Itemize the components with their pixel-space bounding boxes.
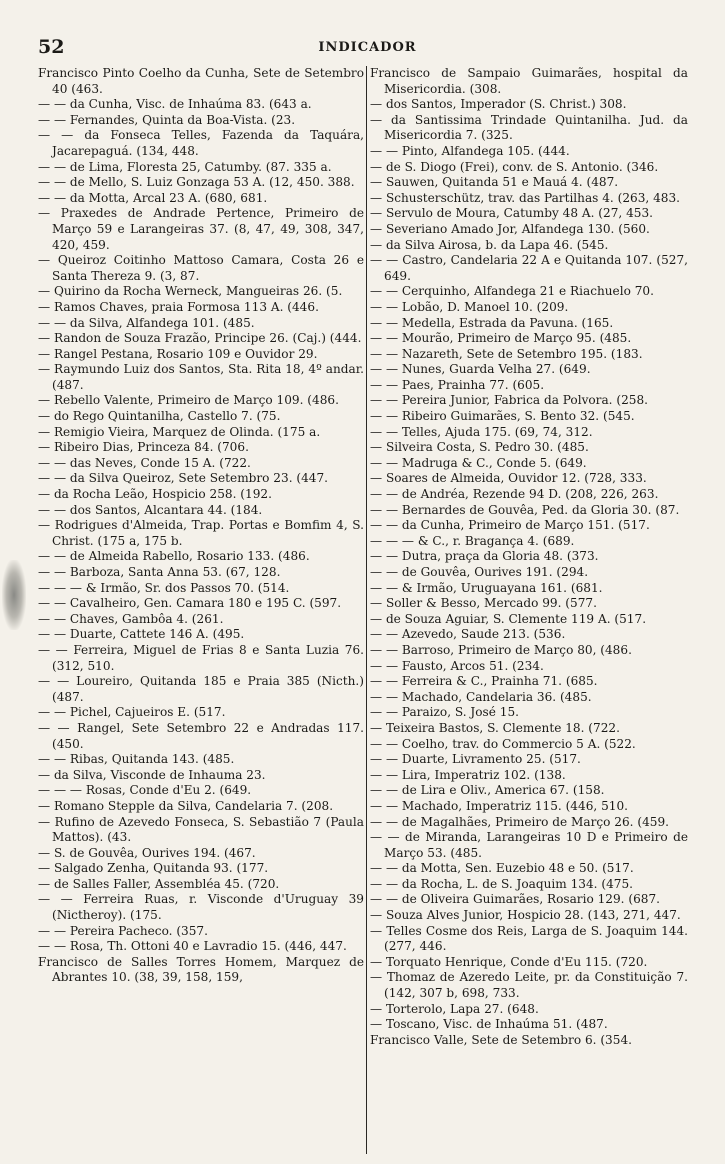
directory-entry: — — Coelho, trav. do Commercio 5 A. (522. [370, 736, 636, 751]
page-header [36, 36, 699, 62]
directory-entry: — — Bernardes de Gouvêa, Ped. da Gloria 30. (87. [370, 502, 680, 517]
directory-entry: Francisco Valle, Sete de Setembro 6. (354. [370, 1032, 632, 1047]
page-stain-mark [2, 560, 26, 630]
directory-entry: — Praxedes de Andrade Pertence, Primeiro de Março 59 e Larangeiras 37. (8, 47, 49, 308, 347, 420, 459. [38, 206, 364, 252]
directory-entry: — — Mourão, Primeiro de Março 95. (485. [370, 331, 632, 346]
directory-entry: — — Paes, Prainha 77. (605. [370, 377, 545, 392]
directory-entry: — — de Miranda, Larangeiras 10 D e Primeiro de Março 53. (485. [370, 830, 688, 860]
directory-entry: — — da Silva, Alfandega 101. (485. [38, 315, 255, 330]
directory-entry: — de Souza Aguiar, S. Clemente 119 A. (517. [370, 611, 647, 626]
directory-entry: — Torterolo, Lapa 27. (648. [370, 1001, 539, 1016]
directory-entry: — Rufino de Azevedo Fonseca, S. Sebastião 7 (Paula Mattos). (43. [38, 814, 364, 845]
directory-entry: — Queiroz Coitinho Mattoso Camara, Costa 26 e Santa Thereza 9. (3, 87. [38, 253, 364, 283]
directory-entry: — — Cavalheiro, Gen. Camara 180 e 195 C. (597. [38, 596, 342, 611]
directory-entry: — — Fausto, Arcos 51. (234. [370, 658, 544, 673]
directory-entry: — — de Almeida Rabello, Rosario 133. (486. [38, 549, 310, 564]
directory-entry: — da Silva, Visconde de Inhauma 23. [38, 767, 266, 782]
directory-entry: — — Pichel, Cajueiros E. (517. [38, 705, 226, 720]
directory-entry: — — Lira, Imperatriz 102. (138. [370, 767, 566, 782]
directory-entry: — Silveira Costa, S. Pedro 30. (485. [370, 440, 589, 455]
directory-entry: — — Duarte, Cattete 146 A. (495. [38, 627, 245, 642]
left-column [38, 66, 364, 1156]
directory-entry: — — da Fonseca Telles, Fazenda da Taquára, Jacarepaguá. (134, 448. [38, 128, 364, 158]
directory-entry: — Schusterschütz, trav. das Partilhas 4. (263, 483. [370, 190, 681, 205]
directory-entry: — — Ferreira, Miguel de Frias 8 e Santa Luzia 76. (312, 510. [38, 642, 364, 673]
directory-entry: — Randon de Souza Frazão, Principe 26. (Caj.) (444. [38, 331, 362, 346]
directory-entry: — — Duarte, Livramento 25. (517. [370, 752, 581, 767]
directory-entry: — — da Silva Queiroz, Sete Setembro 23. (447. [38, 471, 329, 486]
directory-entry: — — Madruga & C., Conde 5. (649. [370, 455, 587, 470]
directory-entry: — — de Gouvêa, Ourives 191. (294. [370, 565, 589, 579]
directory-entry: — — Barboza, Santa Anna 53. (67, 128. [38, 565, 281, 579]
column-divider [366, 66, 367, 1154]
directory-entry: — — da Cunha, Visc. de Inhaúma 83. (643 a. [38, 97, 312, 112]
directory-entry: — — Ribeiro Guimarães, S. Bento 32. (545. [370, 409, 635, 424]
directory-entry: — Torquato Henrique, Conde d'Eu 115. (720. [370, 954, 648, 969]
directory-entry: — Remigio Vieira, Marquez de Olinda. (175 a. [38, 424, 321, 439]
directory-entry: Francisco de Salles Torres Homem, Marquez de Abrantes 10. (38, 39, 158, 159, [38, 954, 364, 985]
directory-entry: — — da Motta, Arcal 23 A. (680, 681. [38, 190, 268, 205]
directory-entry: — — — & C., r. Bragança 4. (689. [370, 533, 575, 548]
directory-entry: — Rebello Valente, Primeiro de Março 109. (486. [38, 393, 339, 408]
directory-entry: Francisco de Sampaio Guimarães, hospital da Misericordia. (308. [370, 66, 688, 96]
directory-entry: — de S. Diogo (Frei), conv. de S. Antonio. (346. [370, 159, 659, 174]
directory-entry: — — Rangel, Sete Setembro 22 e Andradas 117. (450. [38, 720, 364, 751]
directory-entry: — — Telles, Ajuda 175. (69, 74, 312. [370, 424, 593, 439]
directory-entry: — — Ferreira Ruas, r. Visconde d'Uruguay 39 (Nictheroy). (175. [38, 892, 364, 923]
directory-entry: — da Rocha Leão, Hospicio 258. (192. [38, 487, 272, 502]
directory-entry: — Servulo de Moura, Catumby 48 A. (27, 453. [370, 206, 654, 221]
directory-entry: — — Ferreira & C., Prainha 71. (685. [370, 674, 598, 689]
directory-entry: — — de Magalhães, Primeiro de Março 26. (459. [370, 814, 670, 829]
directory-entry: — dos Santos, Imperador (S. Christ.) 308. [370, 97, 627, 112]
directory-entry: — — Chaves, Gambôa 4. (261. [38, 611, 224, 626]
directory-entry: — — Barroso, Primeiro de Março 80, (486. [370, 642, 632, 657]
directory-entry: — do Rego Quintanilha, Castello 7. (75. [38, 409, 281, 424]
directory-entry: — da Santissima Trindade Quintanilha. Jud. da Misericordia 7. (325. [370, 112, 688, 143]
directory-entry: — — & Irmão, Uruguayana 161. (681. [370, 580, 603, 595]
directory-entry: — Rodrigues d'Almeida, Trap. Portas e Bomfim 4, S. Christ. (175 a, 175 b. [38, 518, 364, 548]
directory-entry: — — Cerquinho, Alfandega 21 e Riachuelo 70. [370, 284, 654, 299]
directory-entry: — — de Oliveira Guimarães, Rosario 129. (687. [370, 892, 660, 907]
directory-entry: — — dos Santos, Alcantara 44. (184. [38, 502, 263, 517]
directory-entry: — Toscano, Visc. de Inhaúma 51. (487. [370, 1017, 608, 1032]
directory-entry: — — Loureiro, Quitanda 185 e Praia 385 (Nicth.) (487. [38, 674, 364, 704]
directory-entry: — Rangel Pestana, Rosario 109 e Ouvidor 29. [38, 346, 318, 361]
directory-entry: — Telles Cosme dos Reis, Larga de S. Joaquim 144. (277, 446. [370, 923, 688, 954]
directory-entry: — — de Mello, S. Luiz Gonzaga 53 A. (12, 450. 388. [38, 175, 355, 190]
directory-entry: — — Lobão, D. Manoel 10. (209. [370, 299, 569, 314]
directory-entry: — Ramos Chaves, praia Formosa 113 A. (446. [38, 299, 319, 314]
directory-entry: — Thomaz de Azeredo Leite, pr. da Constituição 7. (142, 307 b, 698, 733. [370, 970, 688, 1001]
directory-entry: — Soares de Almeida, Ouvidor 12. (728, 333. [370, 471, 647, 486]
directory-entry: — — de Andréa, Rezende 94 D. (208, 226, 263. [370, 487, 659, 502]
directory-entry: — — Machado, Imperatriz 115. (446, 510. [370, 798, 629, 813]
directory-entry: — — — & Irmão, Sr. dos Passos 70. (514. [38, 580, 290, 595]
directory-entry: — — Medella, Estrada da Pavuna. (165. [370, 315, 614, 330]
directory-entry: — Teixeira Bastos, S. Clemente 18. (722. [370, 720, 620, 735]
page-number: 52 [38, 36, 65, 58]
directory-entry: — Salgado Zenha, Quitanda 93. (177. [38, 861, 269, 876]
right-column [370, 66, 688, 1156]
directory-entry: — — — Rosas, Conde d'Eu 2. (649. [38, 783, 252, 798]
directory-entry: — S. de Gouvêa, Ourives 194. (467. [38, 845, 256, 860]
directory-entry: — Severiano Amado Jor, Alfandega 130. (560. [370, 221, 650, 236]
directory-entry: — — da Cunha, Primeiro de Março 151. (517. [370, 518, 650, 533]
running-title: INDICADOR [318, 40, 417, 55]
directory-entry: — — Dutra, praça da Gloria 48. (373. [370, 549, 599, 564]
directory-entry: — — Castro, Candelaria 22 A e Quitanda 107. (527, 649. [370, 253, 688, 283]
directory-entry: — — das Neves, Conde 15 A. (722. [38, 455, 251, 470]
directory-entry: — — de Lima, Floresta 25, Catumby. (87. 335 a. [38, 159, 332, 174]
directory-entry: — Soller & Besso, Mercado 99. (577. [370, 596, 597, 611]
directory-entry: — Sauwen, Quitanda 51 e Mauá 4. (487. [370, 175, 619, 190]
directory-entry: — — da Motta, Sen. Euzebio 48 e 50. (517. [370, 861, 634, 876]
directory-entry: — — Nazareth, Sete de Setembro 195. (183. [370, 346, 643, 361]
directory-entry: — — Fernandes, Quinta da Boa-Vista. (23. [38, 112, 296, 127]
directory-entry: — — Nunes, Guarda Velha 27. (649. [370, 362, 591, 377]
directory-entry: Francisco Pinto Coelho da Cunha, Sete de Setembro 40 (463. [38, 66, 364, 96]
directory-entry: — — Rosa, Th. Ottoni 40 e Lavradio 15. (446, 447. [38, 939, 347, 954]
directory-entry: — Souza Alves Junior, Hospicio 28. (143, 271, 447. [370, 908, 681, 923]
directory-entry: — de Salles Faller, Assembléa 45. (720. [38, 876, 280, 891]
directory-entry: — — da Rocha, L. de S. Joaquim 134. (475. [370, 876, 633, 891]
directory-entry: — — de Lira e Oliv., America 67. (158. [370, 783, 605, 798]
directory-entry: — da Silva Airosa, b. da Lapa 46. (545. [370, 237, 609, 252]
directory-entry: — — Machado, Candelaria 36. (485. [370, 689, 592, 704]
directory-entry: — — Ribas, Quitanda 143. (485. [38, 752, 235, 767]
directory-entry: — — Paraizo, S. José 15. [370, 705, 519, 720]
directory-entry: — Quirino da Rocha Werneck, Mangueiras 26. (5. [38, 284, 343, 299]
directory-entry: — — Azevedo, Saude 213. (536. [370, 627, 566, 642]
directory-entry: — Romano Stepple da Silva, Candelaria 7. (208. [38, 798, 334, 813]
directory-entry: — — Pereira Junior, Fabrica da Polvora. (258. [370, 393, 649, 408]
directory-entry: — — Pereira Pacheco. (357. [38, 923, 208, 938]
directory-entry: — — Pinto, Alfandega 105. (444. [370, 143, 570, 158]
directory-entry: — Raymundo Luiz dos Santos, Sta. Rita 18, 4º andar. (487. [38, 362, 364, 392]
directory-entry: — Ribeiro Dias, Princeza 84. (706. [38, 440, 249, 455]
